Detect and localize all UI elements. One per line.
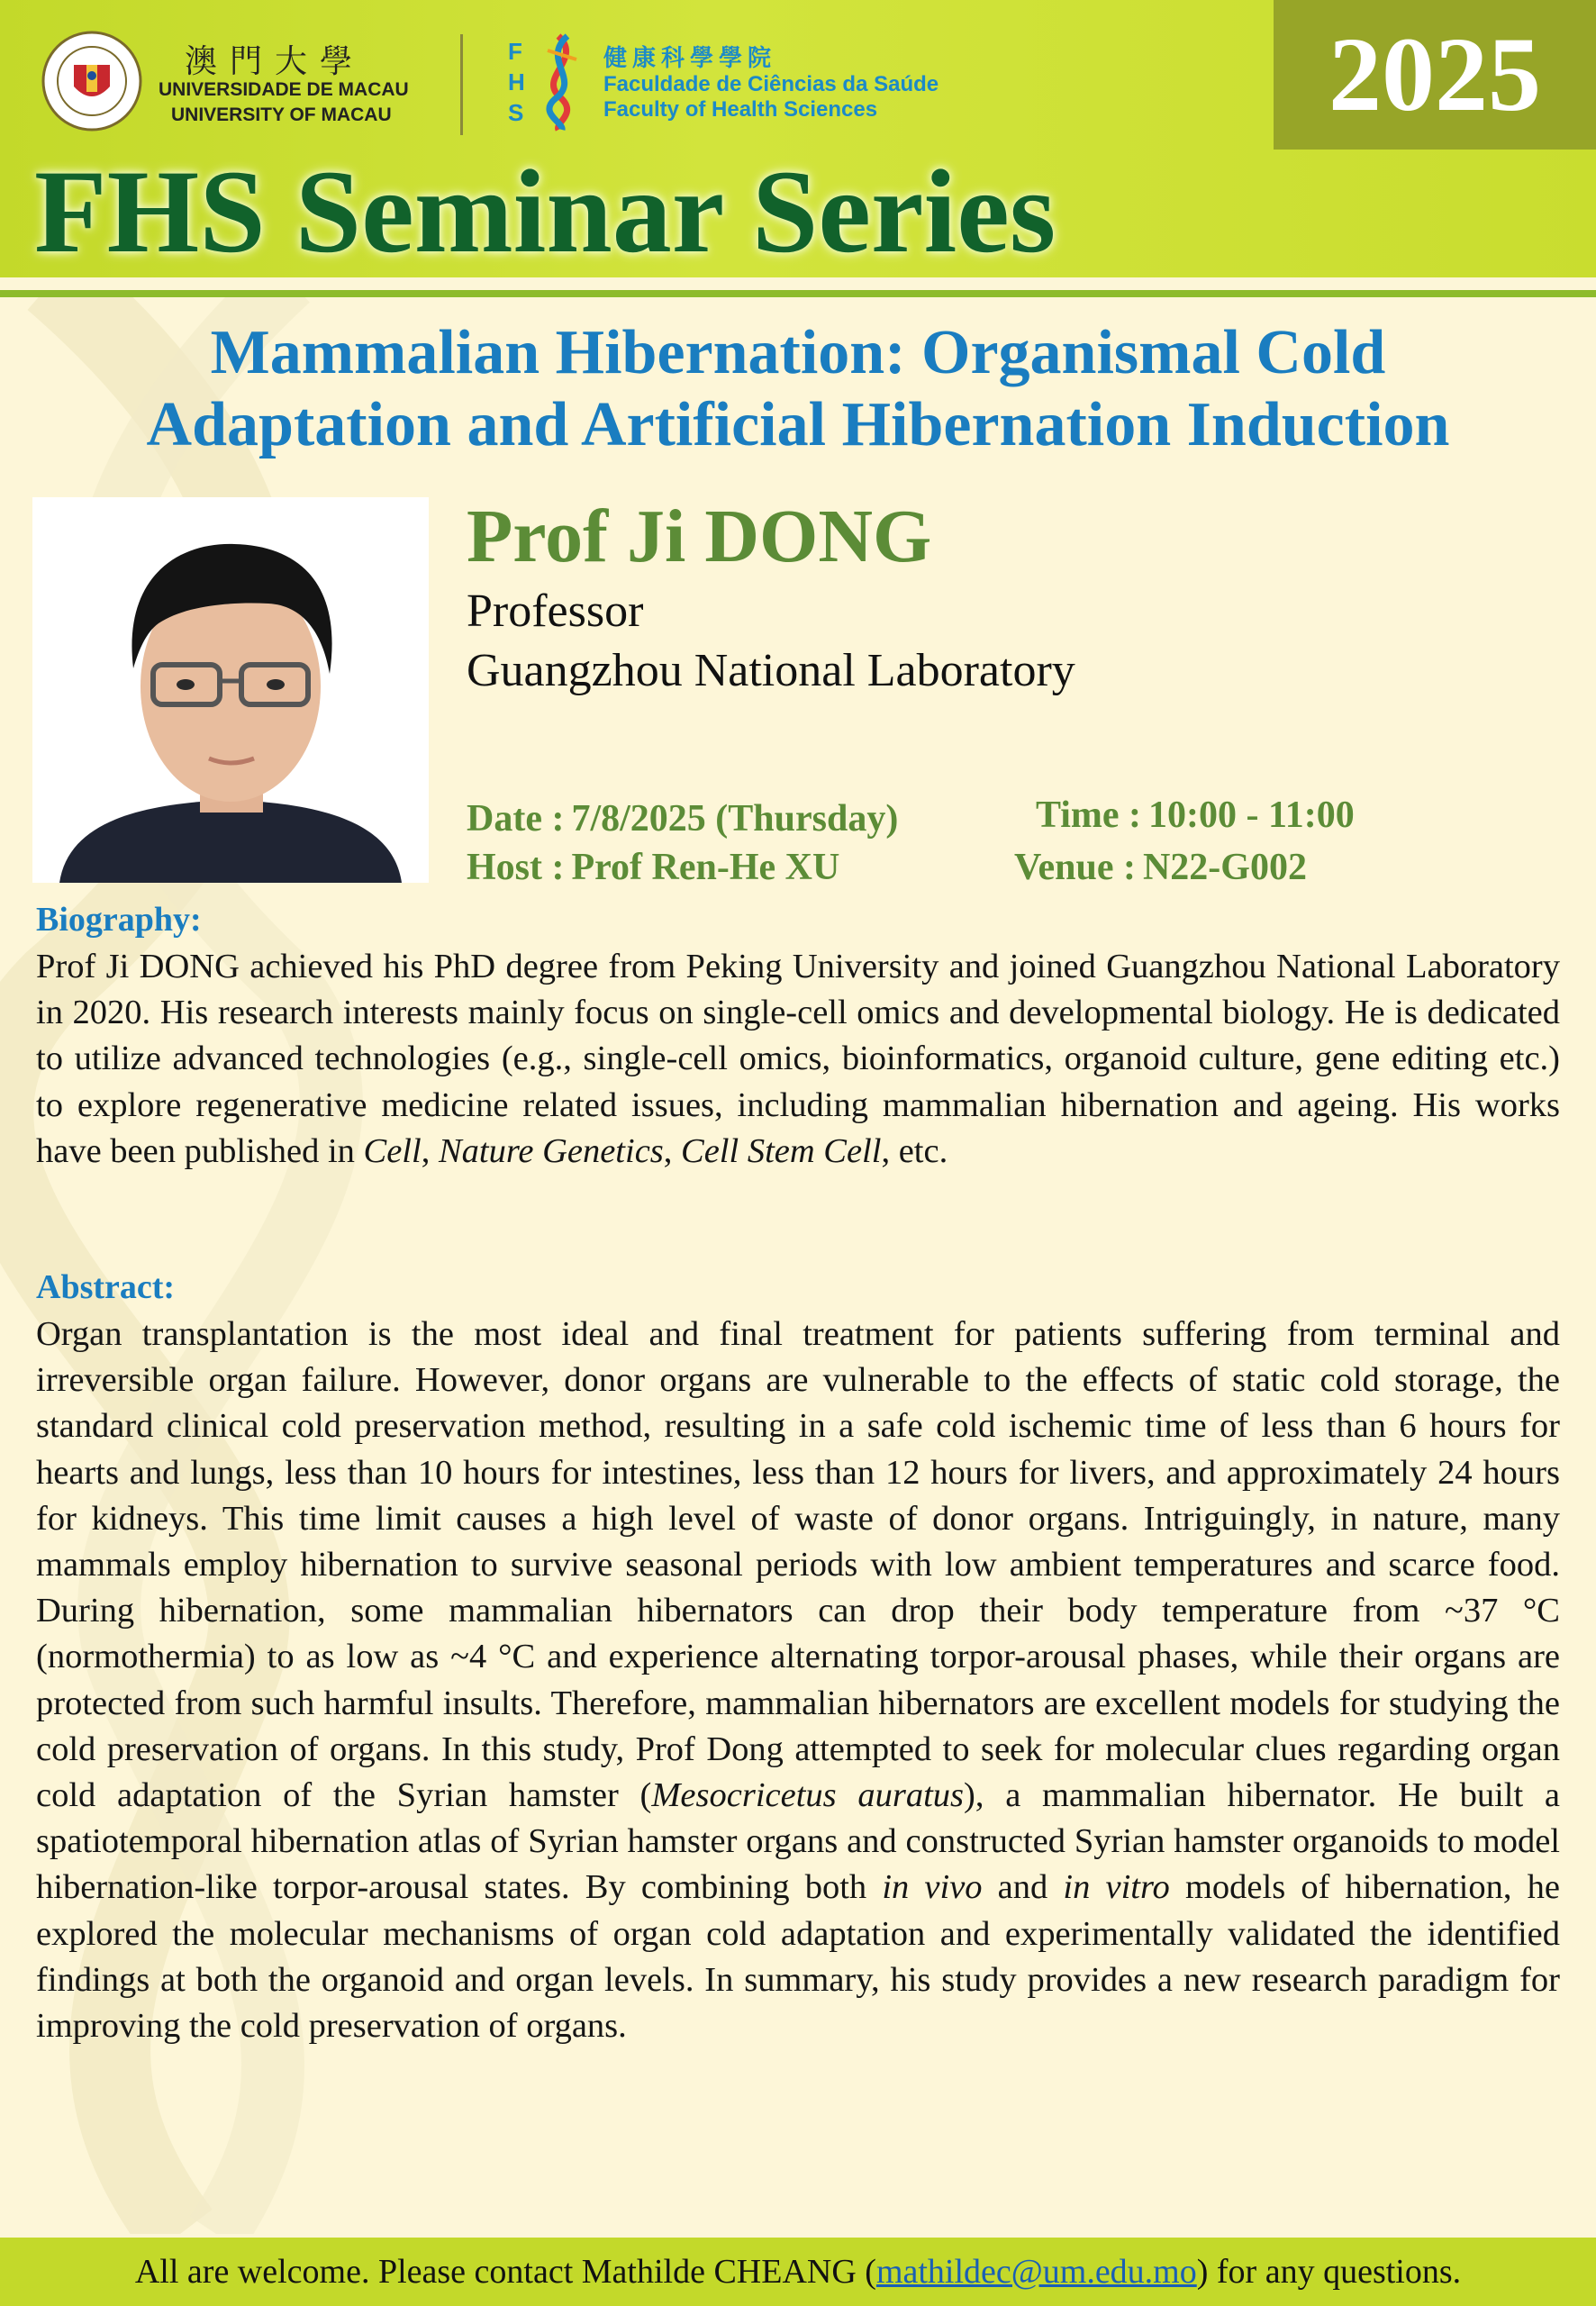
host-info bbox=[467, 845, 839, 890]
biography-text-end: , etc. bbox=[881, 1131, 948, 1170]
venue-info bbox=[1014, 845, 1307, 890]
svg-text:H: H bbox=[508, 68, 525, 95]
university-seal-icon bbox=[41, 31, 142, 132]
species-name: Mesocricetus auratus bbox=[651, 1776, 965, 1815]
in-vivo-term: in vivo bbox=[882, 1868, 983, 1907]
separator: , bbox=[421, 1131, 439, 1170]
date-value: 7/8/2025 (Thursday) bbox=[571, 798, 899, 840]
in-vitro-term: in vitro bbox=[1063, 1868, 1170, 1907]
year-badge: 2025 bbox=[1274, 0, 1596, 150]
host-value: Prof Ren-He XU bbox=[571, 847, 840, 888]
fhs-english-name: Faculty of Health Sciences bbox=[603, 97, 878, 122]
separator: , bbox=[663, 1131, 682, 1170]
speaker-role: Professor bbox=[467, 586, 644, 637]
svg-text:F: F bbox=[508, 38, 522, 65]
contact-email-link[interactable]: mathildec@um.edu.mo bbox=[875, 2253, 1197, 2291]
fhs-portuguese-name: Faculdade de Ciências da Saúde bbox=[603, 72, 939, 96]
svg-text:S: S bbox=[508, 99, 524, 126]
talk-title-line-1: Mammalian Hibernation: Organismal Cold bbox=[210, 318, 1386, 387]
talk-title-line-2: Adaptation and Artificial Hibernation Induction bbox=[146, 390, 1450, 459]
abstract-text-part: models of hibernation, he explored the molecular mechanisms of organ cold adaptation and experimentally validated the identified findings at both the organoid and organ levels. In summary, his study provides a new research paradigm for improving the cold preservation of organs. bbox=[36, 1868, 1560, 2046]
fhs-chinese-name: 健康科學學院 bbox=[603, 45, 777, 72]
biography-heading: Biography: bbox=[36, 901, 202, 939]
footer-text-before: All are welcome. Please contact Mathilde CHEANG ( bbox=[134, 2253, 876, 2291]
conjunction: and bbox=[982, 1868, 1064, 1907]
journal-cell-stem-cell: Cell Stem Cell bbox=[681, 1131, 882, 1170]
speaker-portrait-icon bbox=[32, 497, 429, 883]
footer-text-after: ) for any questions. bbox=[1196, 2253, 1462, 2291]
abstract-text-part: Organ transplantation is the most ideal and final treatment for patients suffering from terminal and irreversible organ failure. However, donor organs are vulnerable to the effects of static cold storage, the standard clinical cold preservation method, resulting in a safe cold ischemic time of less than 6 hours for hearts and lungs, less than 10 hours for intestines, less than 12 hours for livers, and approximately 24 hours for kidneys. This time limit causes a high level of waste of donor organs. Intriguingly, in nature, many mammals employ hibernation to survive seasonal periods with low ambient temperatures and scarce food. During hibernation, some mammalian hibernators can drop their body temperature from ~37 °C (normothermia) to as low as ~4 °C and experience alternating torpor-arousal phases, while their organs are protected from such harmful insults. Therefore, mammalian hibernators are excellent models for studying the cold preservation of organs. In this study, Prof Dong attempted to seek for molecular clues regarding organ cold adaptation of the Syrian hamster ( bbox=[36, 1315, 1560, 1815]
series-title: FHS Seminar Series bbox=[34, 145, 1056, 277]
journal-nature-genetics: Nature Genetics bbox=[438, 1131, 664, 1170]
host-label: Host : bbox=[467, 847, 565, 888]
speaker-affiliation: Guangzhou National Laboratory bbox=[467, 645, 1075, 696]
um-english-name: UNIVERSITY OF MACAU bbox=[171, 104, 392, 125]
venue-value: N22-G002 bbox=[1142, 847, 1307, 888]
header-rule bbox=[0, 290, 1596, 297]
logo-divider bbox=[460, 34, 463, 135]
abstract-heading: Abstract: bbox=[36, 1268, 176, 1306]
journal-cell: Cell bbox=[363, 1131, 422, 1170]
speaker-name: Prof Ji DONG bbox=[467, 495, 932, 578]
um-portuguese-name: UNIVERSIDADE DE MACAU bbox=[159, 79, 409, 100]
biography-text-part: Prof Ji DONG achieved his PhD degree from Peking University and joined Guangzhou National Laboratory in 2020. His research interests mainly focus on single-cell omics and developmental biology. He is dedicated to utilize advanced technologies (e.g., single-cell omics, bioinformatics, organoid culture, gene editing etc.) to explore regenerative medicine related issues, including mammalian hibernation and ageing. His works have been published in bbox=[36, 948, 1560, 1170]
time-label: Time : bbox=[1036, 794, 1142, 836]
footer-bar bbox=[0, 2238, 1596, 2306]
date-label: Date : bbox=[467, 798, 565, 840]
time-value: 10:00 - 11:00 bbox=[1148, 794, 1355, 836]
venue-label: Venue : bbox=[1014, 847, 1136, 888]
header-gap bbox=[0, 277, 1596, 290]
fhs-helix-logo-icon bbox=[504, 32, 585, 132]
talk-title bbox=[36, 317, 1560, 461]
abstract-text bbox=[36, 1312, 1560, 2049]
um-chinese-name: 澳門大學 bbox=[185, 43, 366, 80]
speaker-photo bbox=[32, 497, 429, 883]
time-info bbox=[1036, 793, 1355, 838]
biography-text bbox=[36, 944, 1560, 1175]
abstract-text-part: ), a mammalian hibernator. He built a spatiotemporal hibernation atlas of Syrian hamster organs and constructed Syrian hamster organoids to model hibernation-like torpor-arousal states. By combining both bbox=[36, 1776, 1560, 1907]
date-info bbox=[467, 796, 898, 841]
